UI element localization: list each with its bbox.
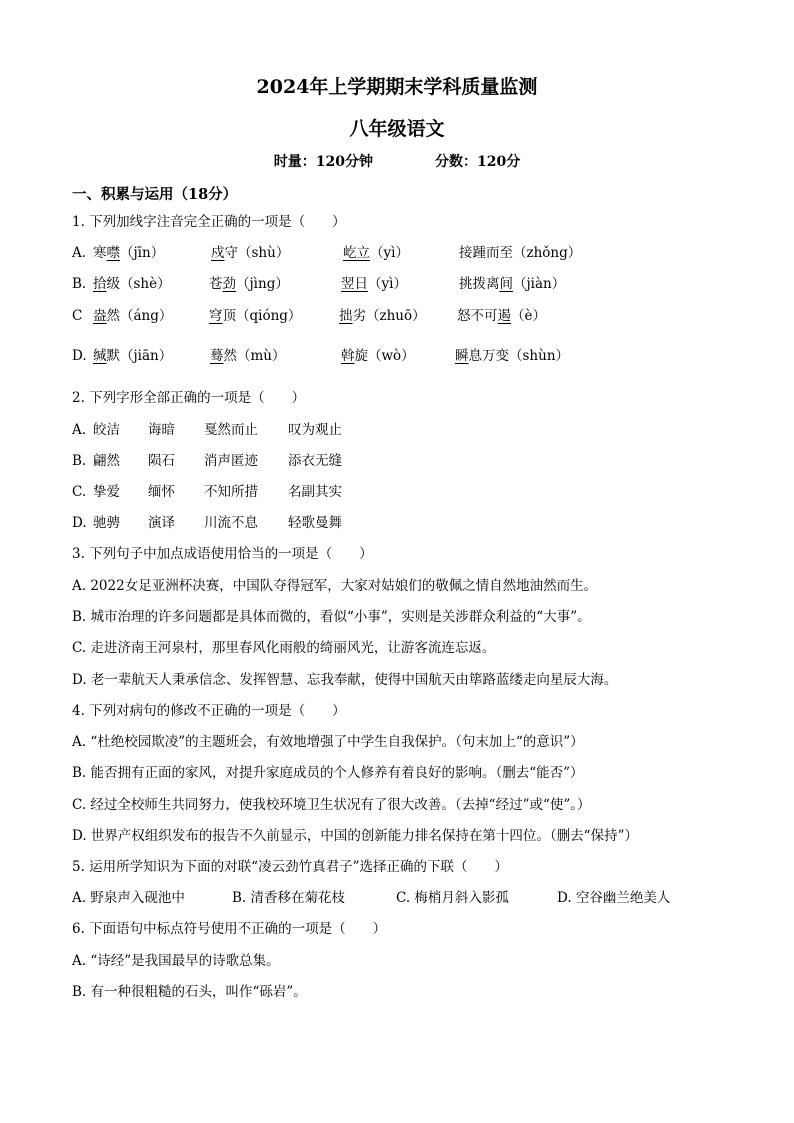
q2-b-item-2: 陨石 [148, 453, 175, 469]
question-6-stem: 6. 下面语句中标点符号使用不正确的一项是（ ） [72, 921, 387, 937]
q6-option-b: B. 有一种很粗糙的石头，叫作“砾岩”。 [72, 984, 307, 1000]
q3-option-b: B. 城市治理的许多问题都是具体而微的，看似“小事”，实则是关涉群众利益的“大事”。 [72, 609, 591, 625]
q5-option-b: B. 清香移在菊花枝 [232, 890, 346, 906]
q2-d-item-2: 演译 [148, 515, 175, 531]
q2-d-item-1: 驰骋 [93, 515, 120, 531]
exam-subtitle: 八年级语文 [349, 118, 445, 140]
q3-option-a: A. 2022女足亚洲杯决赛，中国队夺得冠军，大家对姑娘们的敬佩之情自然地油然而生。 [72, 578, 598, 594]
q1-d-item-4: 瞬息万变（shùn） [455, 348, 570, 364]
question-4-stem: 4. 下列对病句的修改不正确的一项是（ ） [72, 703, 346, 719]
q4-option-b: B. 能否拥有正面的家风，对提升家庭成员的个人修养有着良好的影响。（删去“能否”） [72, 765, 584, 781]
q6-option-a: A. “诗经”是我国最早的诗歌总集。 [72, 953, 280, 969]
q1-d-item-1: 缄默（jiān） [93, 348, 173, 364]
q1-a-item-2: 戍守（shù） [211, 245, 290, 261]
question-2-stem: 2. 下列字形全部正确的一项是（ ） [72, 390, 306, 406]
q1-b-item-4: 挑拨离间（jiàn） [459, 276, 566, 292]
q5-option-a: A. 野泉声入砚池中 [72, 890, 185, 906]
q2-letter-a: A. [72, 422, 87, 438]
q2-b-item-4: 添衣无缝 [288, 453, 342, 469]
question-1-stem: 1. 下列加线字注音完全正确的一项是（ ） [72, 214, 346, 230]
q1-letter-d: D. [72, 348, 87, 364]
q2-c-item-1: 挚爱 [93, 484, 120, 500]
q3-option-d: D. 老一辈航天人秉承信念、发挥智慧、忘我奉献，使得中国航天由筚路蓝缕走向星辰大海。 [72, 672, 618, 688]
q4-option-c: C. 经过全校师生共同努力，使我校环境卫生状况有了很大改善。（去掉“经过”或“使”。） [72, 797, 591, 813]
q1-b-item-1: 拾级（shè） [93, 276, 171, 292]
q1-letter-b: B. [72, 276, 87, 292]
q2-c-item-2: 缅怀 [148, 484, 175, 500]
q1-a-item-3: 屹立（yì） [343, 245, 409, 261]
time-limit: 时量：120分钟 [273, 154, 373, 170]
q2-c-item-3: 不知所措 [204, 484, 258, 500]
q5-option-c: C. 梅梢月斜入影孤 [396, 890, 509, 906]
q2-a-item-1: 皎洁 [93, 422, 120, 438]
q1-letter-c: C [72, 308, 83, 324]
q5-option-d: D. 空谷幽兰绝美人 [557, 890, 671, 906]
q2-d-item-3: 川流不息 [204, 515, 258, 531]
question-3-stem: 3. 下列句子中加点成语使用恰当的一项是（ ） [72, 546, 373, 562]
q1-b-item-3: 翌日（yì） [341, 276, 407, 292]
q1-b-item-2: 苍劲（jìng） [209, 276, 289, 292]
q2-b-item-1: 翩然 [93, 453, 120, 469]
q1-a-item-4: 接踵而至（zhǒng） [459, 245, 582, 261]
q2-c-item-4: 名副其实 [288, 484, 342, 500]
q1-c-item-3: 拙劣（zhuō） [339, 308, 426, 324]
q4-option-a: A. “杜绝校园欺凌”的主题班会，有效地增强了中学生自我保护。（句末加上“的意识”） [72, 734, 584, 750]
q2-a-item-3: 戛然而止 [204, 422, 258, 438]
q3-option-c: C. 走进济南王河泉村，那里春风化雨般的绮丽风光，让游客流连忘返。 [72, 640, 496, 656]
q1-a-item-1: 寒噤（jīn） [93, 245, 165, 261]
question-5-stem: 5. 运用所学知识为下面的对联“凌云劲竹真君子”选择正确的下联（ ） [72, 859, 508, 875]
q1-d-item-3: 斡旋（wò） [341, 348, 415, 364]
q2-d-item-4: 轻歌曼舞 [288, 515, 342, 531]
q2-a-item-2: 诲暗 [148, 422, 175, 438]
q2-a-item-4: 叹为观止 [288, 422, 342, 438]
section-heading: 一、积累与运用（18分） [72, 186, 238, 203]
total-score: 分数：120分 [435, 154, 521, 170]
q2-letter-c: C. [72, 484, 87, 500]
q2-letter-b: B. [72, 453, 87, 469]
q2-b-item-3: 消声匿迹 [204, 453, 258, 469]
q4-option-d: D. 世界产权组织发布的报告不久前显示，中国的创新能力排名保持在第十四位。（删去“保持”） [72, 828, 638, 844]
exam-meta [0, 151, 794, 171]
q1-c-item-1: 盎然（áng） [93, 308, 173, 324]
q1-letter-a: A. [72, 245, 87, 261]
q1-c-item-2: 穹顶（qióng） [209, 308, 302, 324]
exam-title: 2024年上学期期末学科质量监测 [256, 76, 538, 98]
q2-letter-d: D. [72, 515, 87, 531]
q1-d-item-2: 蓦然（mù） [210, 348, 286, 364]
q1-c-item-4: 怒不可遏（è） [457, 308, 546, 324]
